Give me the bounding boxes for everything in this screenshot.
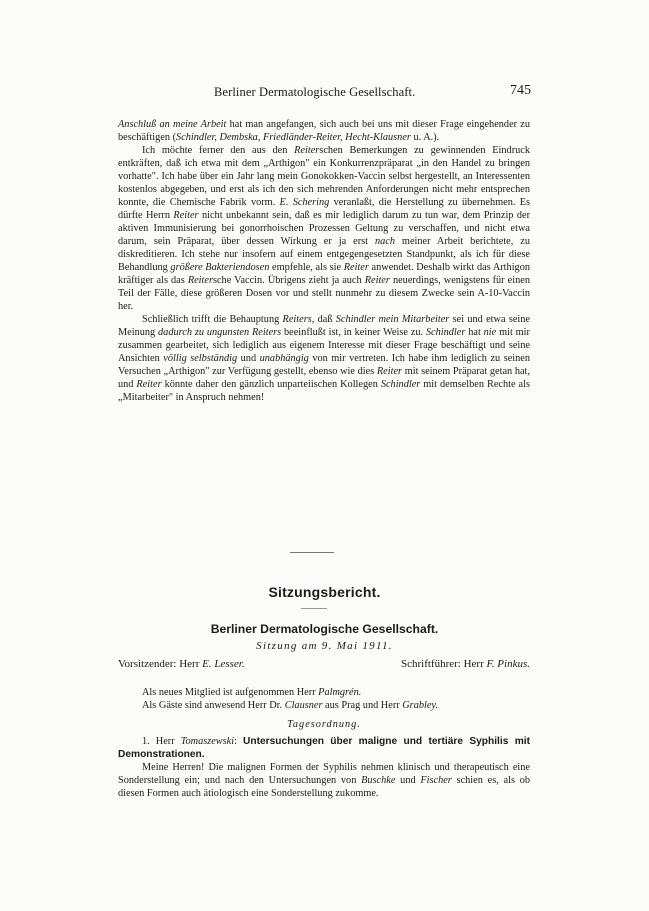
running-head bbox=[118, 85, 531, 103]
text-span: völlig selbständig bbox=[163, 353, 238, 364]
guest-name: Grabley. bbox=[402, 700, 438, 711]
secretary-name: F. Pinkus. bbox=[486, 658, 530, 670]
text-span: empfehle, als sie bbox=[269, 262, 344, 273]
text-span: und bbox=[237, 353, 260, 364]
agenda-item bbox=[118, 735, 530, 761]
text-span: hat man angefangen, sich auch bei uns mit dieser Frage eingehender zu beschäftigen ( bbox=[118, 119, 530, 143]
chair-label: Vorsitzender: Herr bbox=[118, 658, 203, 670]
text-span: unabhängig bbox=[259, 353, 309, 364]
text-span: daß bbox=[314, 314, 336, 325]
text-span: beeinflußt ist, in keiner Weise zu. bbox=[281, 327, 426, 338]
text-span: Ich möchte ferner den aus den bbox=[142, 145, 295, 156]
secretary-label: Schriftführer: Herr bbox=[400, 658, 487, 670]
guest-name: Clausner bbox=[284, 700, 323, 711]
text-span: nicht unbekannt sein, daß es mir lediglich darum zu tun war, dem Prinzip der aktiven Immunisierung bei gonorrhoischen Prozessen Geltung zu verschaffen, und nicht etwa darum, sein Präparat, über dessen Wirkung er ja erst bbox=[118, 210, 530, 247]
text-span: Schindler mein Mitarbeiter bbox=[335, 314, 450, 325]
new-member bbox=[118, 686, 530, 699]
text-span: sei und etwa seine Meinung bbox=[118, 314, 530, 338]
text-span: Reiter bbox=[364, 275, 390, 286]
text-span: Fischer bbox=[420, 775, 452, 786]
text-span: veranlaßt, die Herstellung zu übernehmen. Es dürfte Herrn bbox=[118, 197, 530, 221]
section-divider bbox=[290, 552, 334, 553]
text-span: Reiter bbox=[136, 379, 162, 390]
text-span: aus Prag und Herr bbox=[322, 700, 403, 711]
heading-rule bbox=[301, 608, 327, 609]
text-span: schen Bemerkungen zu gewinnenden Eindruck entkräften, daß ich etwa mit dem „Arthigon" ein Konkurrenzpräparat „in den Handel zu bringen vorhatte". Ich habe über ein Jahr lang mein Gonokokken-Vaccin selbst hergestellt, an Interessenten kostenlos abgegeben, und erst als ich den sich mehrenden Anforderungen nicht mehr entsprechen konnte, die Chemische Fabrik vorm. bbox=[118, 145, 530, 208]
page-number: 745 bbox=[510, 83, 531, 98]
text-span: neuerdings, wenigstens für einen Teil der Fälle, diese größeren Dosen vor und stellt nunmehr zu diesem Zwecke sein A-10-Vaccin her. bbox=[118, 275, 530, 312]
secretary bbox=[401, 658, 530, 670]
text-span: meiner Arbeit berichtete, zu diskreditieren. Ich stehe nur insofern auf einem entgegengesetzten Standpunkt, als ich für diese Behandlung bbox=[118, 236, 530, 273]
paragraph-1 bbox=[118, 118, 530, 144]
text-span: schien es, als ob diesen Formen auch ätiologisch eine Sonderstellung zukomme. bbox=[118, 775, 530, 799]
talk-paragraph bbox=[118, 761, 530, 800]
text-span: sche Vaccin. Übrigens zieht ja auch bbox=[212, 275, 365, 286]
text-span: Reiter bbox=[343, 262, 369, 273]
text-span: E. Schering bbox=[279, 197, 330, 208]
text-span: nie bbox=[483, 327, 497, 338]
text-span: Als Gäste sind anwesend Herr Dr. bbox=[142, 700, 285, 711]
text-span: nach bbox=[374, 236, 395, 247]
text-span: Schindler bbox=[425, 327, 466, 338]
text-span: größere Bakteriendosen bbox=[170, 262, 270, 273]
text-span: : bbox=[234, 736, 244, 747]
report-body bbox=[118, 686, 530, 800]
text-span: und bbox=[395, 775, 421, 786]
officers-line bbox=[118, 658, 530, 670]
report-heading: Sitzungsbericht. bbox=[268, 584, 381, 600]
paragraph-3 bbox=[118, 313, 530, 404]
session-date: Sitzung am 9. Mai 1911. bbox=[256, 640, 393, 652]
text-span: anwendet. Deshalb wirkt das Arthigon kräftiger als das bbox=[118, 262, 530, 286]
text-span: Schindler, Dembska, Friedländer-Reiter, Hecht-Klausner bbox=[176, 132, 411, 143]
text-span: dadurch zu ungunsten Reiters bbox=[158, 327, 282, 338]
text-span: Schindler bbox=[380, 379, 421, 390]
text-span: Reiters, bbox=[282, 314, 315, 325]
article-body bbox=[118, 118, 530, 404]
text-span: Reiter bbox=[294, 145, 320, 156]
speaker-name: Tomaszewski bbox=[180, 736, 235, 747]
member-name: Palmgrén. bbox=[318, 687, 362, 698]
text-span: Reiter bbox=[187, 275, 213, 286]
text-span: Anschluß an meine Arbeit bbox=[118, 119, 227, 130]
chair-name: E. Lesser. bbox=[202, 658, 245, 670]
text-span: Buschke bbox=[361, 775, 396, 786]
agenda-label: Tagesordnung. bbox=[287, 719, 361, 730]
text-span: mit seinem Präparat getan hat, und bbox=[118, 366, 530, 390]
text-span: Schließlich trifft die Behauptung bbox=[142, 314, 283, 325]
text-span: mit mir zusammen gearbeitet, sich lediglich aus eigenem Interesse mit dieser Frage beschäftigt und seine Ansichten bbox=[118, 327, 530, 364]
chair bbox=[118, 658, 245, 670]
text-span: Als neues Mitglied ist aufgenommen Herr bbox=[142, 687, 319, 698]
paragraph-2 bbox=[118, 144, 530, 313]
running-head-title: Berliner Dermatologische Gesellschaft. bbox=[214, 85, 416, 99]
talk-title: Untersuchungen über maligne und tertiäre Syphilis mit Demonstrationen. bbox=[118, 736, 530, 760]
society-title: Berliner Dermatologische Gesellschaft. bbox=[210, 622, 439, 636]
text-span: Reiter bbox=[173, 210, 199, 221]
text-span: Reiter bbox=[376, 366, 403, 377]
text-span: von mir vertreten. Ich habe ihm lediglich zu seinen Versuchen „Arthigon" zur Verfügung gestellt, ebenso wie dies bbox=[118, 353, 531, 377]
text-span: hat bbox=[465, 327, 484, 338]
guests bbox=[118, 699, 530, 712]
text-span: Meine Herren! Die malignen Formen der Syphilis nehmen klinisch und therapeutisch eine Sonderstellung ein; und nach den Untersuchungen von bbox=[118, 762, 530, 786]
text-span: 1. Herr bbox=[142, 736, 181, 747]
text-span: u. A.). bbox=[410, 132, 440, 143]
text-span: mit demselben Rechte als „Mitarbeiter" in Anspruch nehmen! bbox=[118, 379, 530, 403]
text-span: könnte daher den gänzlich unparteiischen Kollegen bbox=[161, 379, 381, 390]
